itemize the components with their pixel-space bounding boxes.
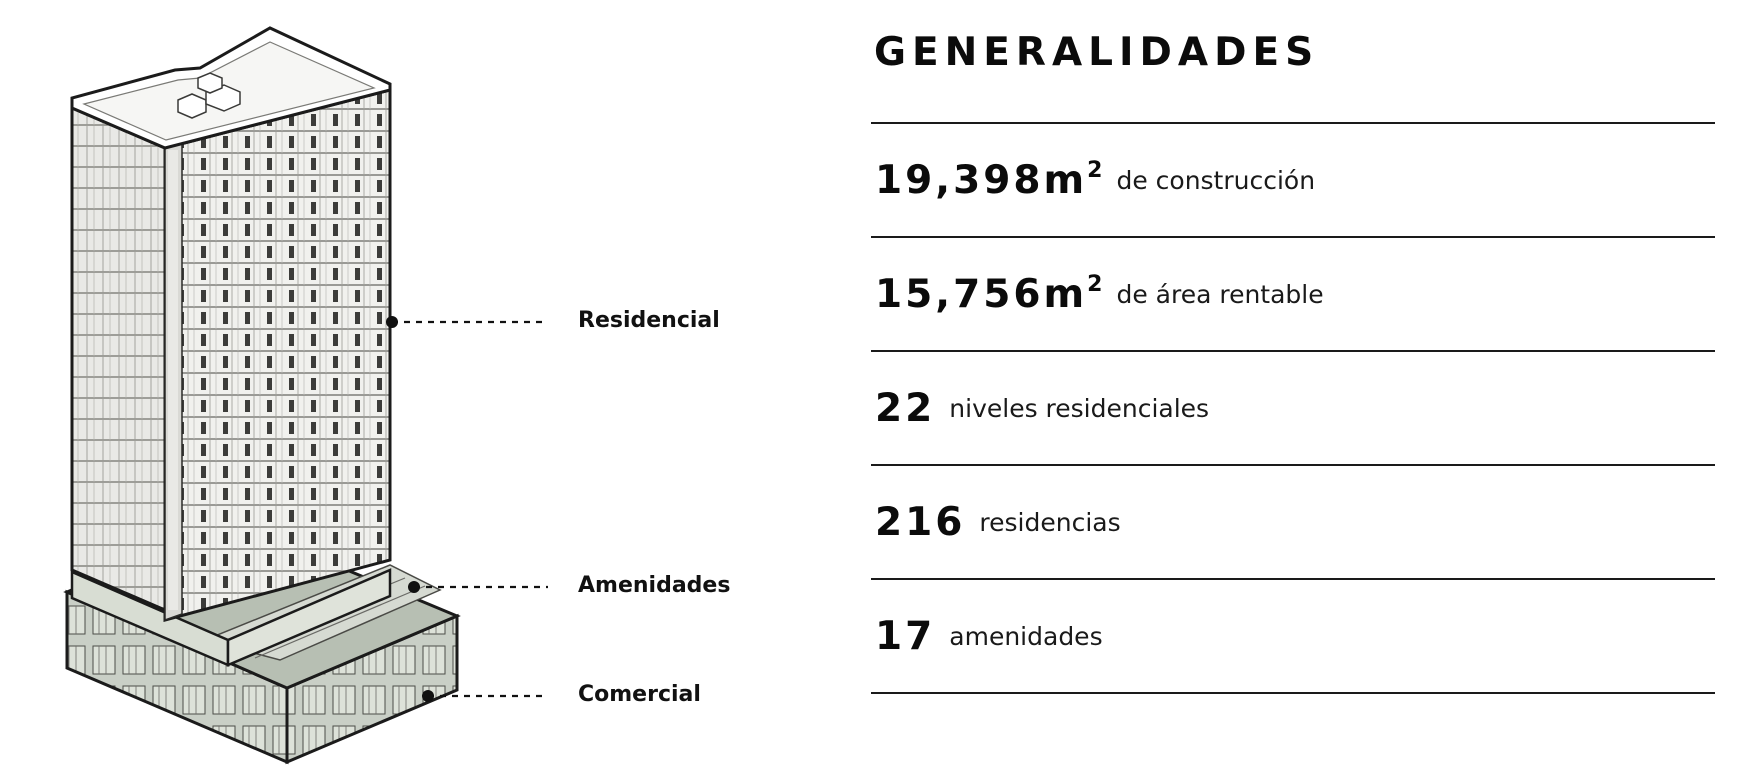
callout-amenidades: Amenidades	[578, 573, 731, 598]
stat-description: residencias	[979, 507, 1121, 537]
stat-row-residencias	[871, 466, 1715, 580]
section-title: GENERALIDADES	[874, 30, 1320, 75]
stat-description: amenidades	[949, 621, 1103, 651]
stat-description: niveles residenciales	[949, 393, 1210, 423]
callout-comercial: Comercial	[578, 682, 701, 707]
building-illustration	[0, 0, 800, 771]
stat-value: 216	[875, 499, 966, 545]
tower-right-face	[165, 90, 390, 620]
stat-row-amenidades	[871, 580, 1715, 694]
stat-value: 17	[875, 613, 936, 659]
stat-description: de construcción	[1116, 165, 1316, 195]
stats-list	[871, 122, 1715, 694]
stat-value: $15,756m^2$	[875, 271, 1103, 317]
tower-left-face	[72, 108, 165, 610]
stat-row-area-rentable	[871, 238, 1715, 352]
stat-value: 22	[875, 385, 936, 431]
stat-description: de área rentable	[1116, 279, 1324, 309]
callout-residencial: Residencial	[578, 308, 720, 333]
stat-value: $19,398m^2$	[875, 157, 1103, 203]
stat-row-niveles	[871, 352, 1715, 466]
stat-row-construccion	[871, 124, 1715, 238]
